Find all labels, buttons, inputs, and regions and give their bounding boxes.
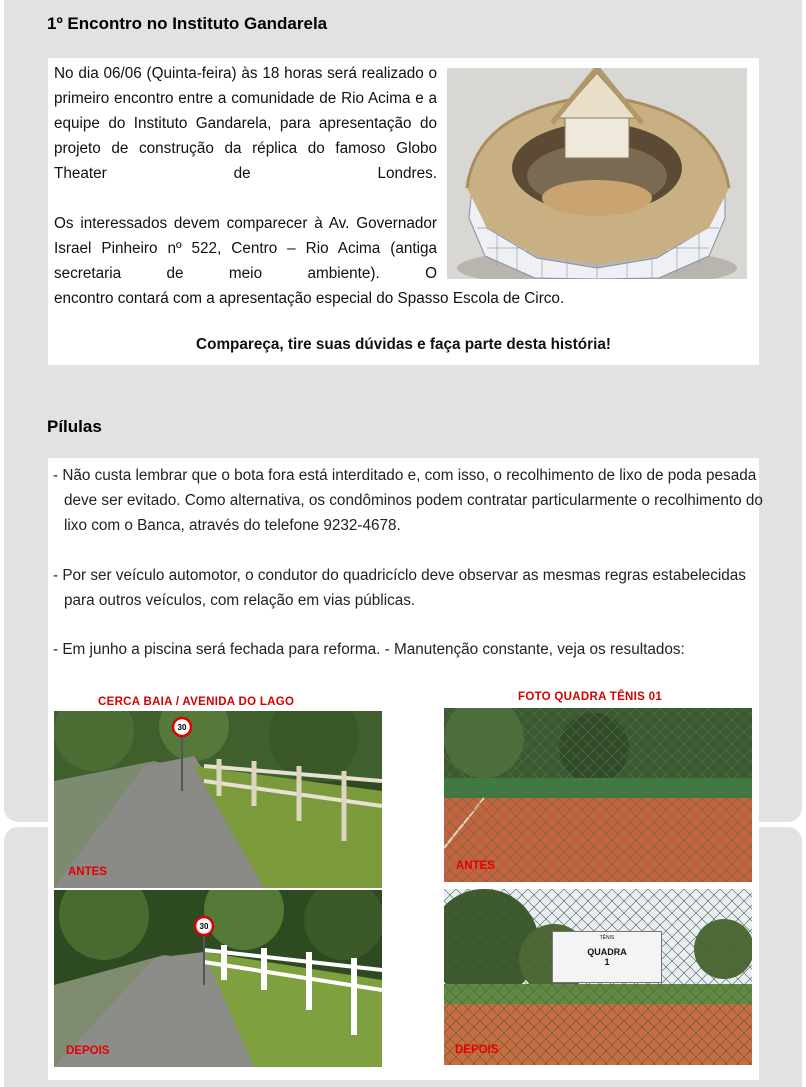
section-title-pilulas: Pílulas <box>47 417 102 436</box>
pilula-bullet-1: - Não custa lembrar que o bota fora está interditado e, com isso, o recolhimento de lixo de poda pesada deve ser evitado. Como alternativa, os condôminos podem contratar particularmente o recolhimento do lixo com o Banca, através do telefone 9232-4678. <box>53 467 763 534</box>
fence-before-label: ANTES <box>68 866 107 878</box>
tennis-before-label: ANTES <box>456 860 495 872</box>
speed-sign-text-after: 30 <box>199 922 209 931</box>
pilula-bullet-3: - Em junho a piscina será fechada para reforma. - Manutenção constante, veja os resultados: <box>53 641 685 658</box>
section-title-encontro: 1º Encontro no Instituto Gandarela <box>47 14 328 33</box>
pilula-bullet-2: - Por ser veículo automotor, o condutor do quadricíclo deve observar as mesmas regras estabelecidas para outros veículos, com relação em vias públicas. <box>53 567 746 609</box>
fence-before-photo <box>54 711 382 888</box>
fence-after-label: DEPOIS <box>66 1045 110 1057</box>
court-sign-top: TÊNIS <box>599 935 615 941</box>
encontro-paragraph-2-end: encontro contará com a apresentação especial do Spasso Escola de Circo. <box>54 290 565 307</box>
speed-sign-text: 30 <box>177 723 187 732</box>
tennis-after-label: DEPOIS <box>455 1044 499 1056</box>
tennis-photo-caption: FOTO QUADRA TÊNIS 01 <box>518 691 663 703</box>
encontro-card <box>48 58 759 365</box>
tennis-before-photo <box>444 708 752 882</box>
court-sign-number: 1 <box>604 957 610 967</box>
court-sign <box>552 931 662 983</box>
encontro-paragraph-2: Os interessados devem comparecer à Av. Governador Israel Pinheiro nº 522, Centro – Rio Acima (antiga secretaria de meio ambiente). O <box>54 215 437 282</box>
encontro-paragraph-1: No dia 06/06 (Quinta-feira) às 18 horas será realizado o primeiro encontro entre a comunidade de Rio Acima e a equipe do Instituto Gandarela, para apresentação do projeto de construção da réplica do famoso Globo Theater de Londres. <box>54 65 437 182</box>
globe-theater-model-photo <box>447 68 747 279</box>
fence-photo-caption: CERCA BAIA / AVENIDA DO LAGO <box>98 696 295 708</box>
pilulas-card <box>48 458 763 1080</box>
fence-after-photo <box>54 890 382 1067</box>
court-sign-title: QUADRA <box>587 947 627 957</box>
tennis-after-photo <box>444 889 752 1065</box>
encontro-call-to-action: Compareça, tire suas dúvidas e faça parte desta história! <box>196 336 611 353</box>
